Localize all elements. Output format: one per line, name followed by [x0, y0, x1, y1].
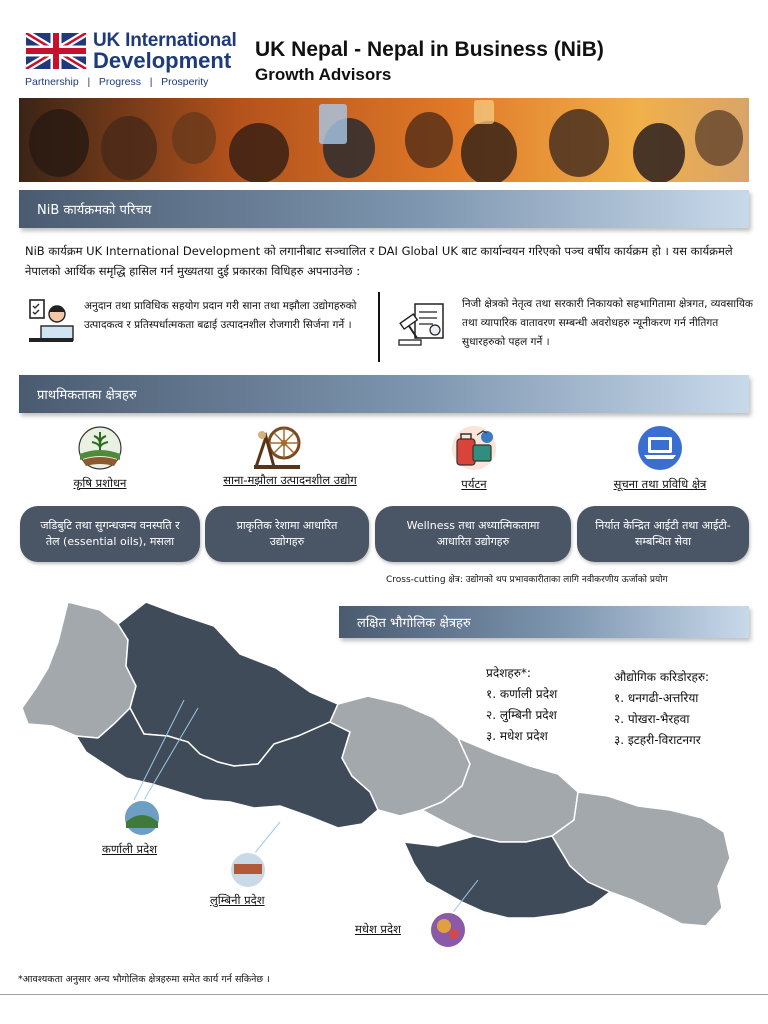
sector-detail-it [577, 506, 749, 562]
sector-detail-sme-text: प्राकृतिक रेशामा आधारित उद्योगहरु [236, 519, 338, 548]
province-item: ३. मधेश प्रदेश [486, 729, 548, 743]
laptop-icon [637, 425, 683, 471]
sector-label-it: सूचना तथा प्रविधि क्षेत्र [613, 477, 707, 491]
corridor-item: १. धनगढी-अत्तरिया [614, 691, 699, 705]
provinces-title: प्रदेशहरु*: [486, 666, 531, 680]
page-subtitle: Growth Advisors [255, 65, 392, 84]
approach-2-text: निजी क्षेत्रको नेतृत्व तथा सरकारी निकायको सहभागितामा क्षेत्रगत, व्यवसायिक तथा व्यापारिक वातावरण सम्बन्धी अवरोधहरु न्यूनीकरण गर्न नीतिगत सुधारहरुको पहल गर्ने । [462, 298, 753, 348]
crowd-banner-image [19, 98, 749, 182]
policy-gavel-icon [397, 302, 447, 348]
priorities-section-header [19, 375, 749, 413]
corridors-title: औद्योगिक करिडोरहरु: [614, 670, 710, 684]
province-item: १. कर्णाली प्रदेश [486, 687, 558, 701]
training-person-icon [27, 298, 75, 344]
crosscutting-note: Cross-cutting क्षेत्र: उद्योगको थप प्रभावकारीताका लागि नवीकरणीय ऊर्जाको प्रयोग [386, 575, 668, 585]
sector-label-agro: कृषि प्रशोधन [73, 476, 127, 490]
logo-text-line1: UK International [93, 30, 237, 51]
intro-section-header [19, 190, 749, 228]
lumbini-leader-line [254, 822, 280, 854]
geography-section-header [339, 606, 749, 638]
sector-detail-agro [20, 506, 200, 562]
corridor-item: २. पोखरा-भैरहवा [614, 712, 690, 726]
priorities-heading: प्राथमिकताका क्षेत्रहरु [37, 388, 137, 403]
sector-detail-sme [205, 506, 369, 562]
footnote: *आवश्यकता अनुसार अन्य भौगोलिक क्षेत्रहरुमा समेत कार्य गर्न सकिनेछ । [18, 974, 270, 985]
sector-detail-tourism-text: Wellness तथा अध्यात्मिकतामा आधारित उद्योगहरु [406, 519, 540, 548]
tourism-icon [451, 425, 497, 471]
map-label-karnali: कर्णाली प्रदेश [102, 842, 158, 856]
intro-heading: NiB कार्यक्रमको परिचय [37, 203, 152, 218]
geography-heading: लक्षित भौगोलिक क्षेत्रहरु [357, 616, 471, 631]
sector-detail-agro-text: जडिबुटि तथा सुगन्धजन्य वनस्पति र तेल (essential oils), मसला [40, 519, 180, 548]
map-label-lumbini: लुम्बिनी प्रदेश [210, 893, 265, 907]
logo-text-line2: Development [93, 48, 232, 73]
corridor-item: ३. इटहरी-विराटनगर [614, 733, 701, 747]
approach-divider [378, 292, 380, 362]
intro-paragraph: NiB कार्यक्रम UK International Development को लगानीबाट सञ्चालित र DAI Global UK बाट कार्यान्वयन गरिएको पञ्च वर्षीय कार्यक्रम हो । यस कार्यक्रमले नेपालको आर्थिक समृद्धि हासिल गर्न मुख्यतया दुई प्रकारका विधिहरु अपनाउनेछ : [25, 244, 733, 278]
uk-flag-logo [25, 33, 87, 69]
corridors-list [614, 667, 709, 751]
nepal-map [18, 596, 740, 956]
spinning-wheel-icon [252, 423, 302, 471]
page-title: UK Nepal - Nepal in Business (NiB) [255, 38, 604, 61]
agriculture-icon [77, 426, 123, 470]
sector-label-tourism: पर्यटन [461, 477, 487, 491]
province-item: २. लुम्बिनी प्रदेश [486, 708, 557, 722]
logo-tagline: Partnership | Progress | Prosperity [25, 76, 209, 88]
sector-detail-tourism [375, 506, 571, 562]
provinces-list [486, 663, 557, 747]
sector-detail-it-text: निर्यात केन्द्रित आईटी तथा आईटी-सम्बन्धित सेवा [595, 519, 731, 548]
sector-label-sme: साना-मझौला उत्पादनशील उद्योग [223, 473, 357, 487]
footer-divider [0, 994, 768, 995]
map-label-madhesh: मधेश प्रदेश [355, 922, 401, 936]
approach-1-text: अनुदान तथा प्राविधिक सहयोग प्रदान गरी साना तथा मझौला उद्योगहरुको उत्पादकत्व र प्रतिस्पर्धात्मकता बढाई उत्पादनशील रोजगारी सिर्जना गर्ने । [84, 300, 357, 331]
